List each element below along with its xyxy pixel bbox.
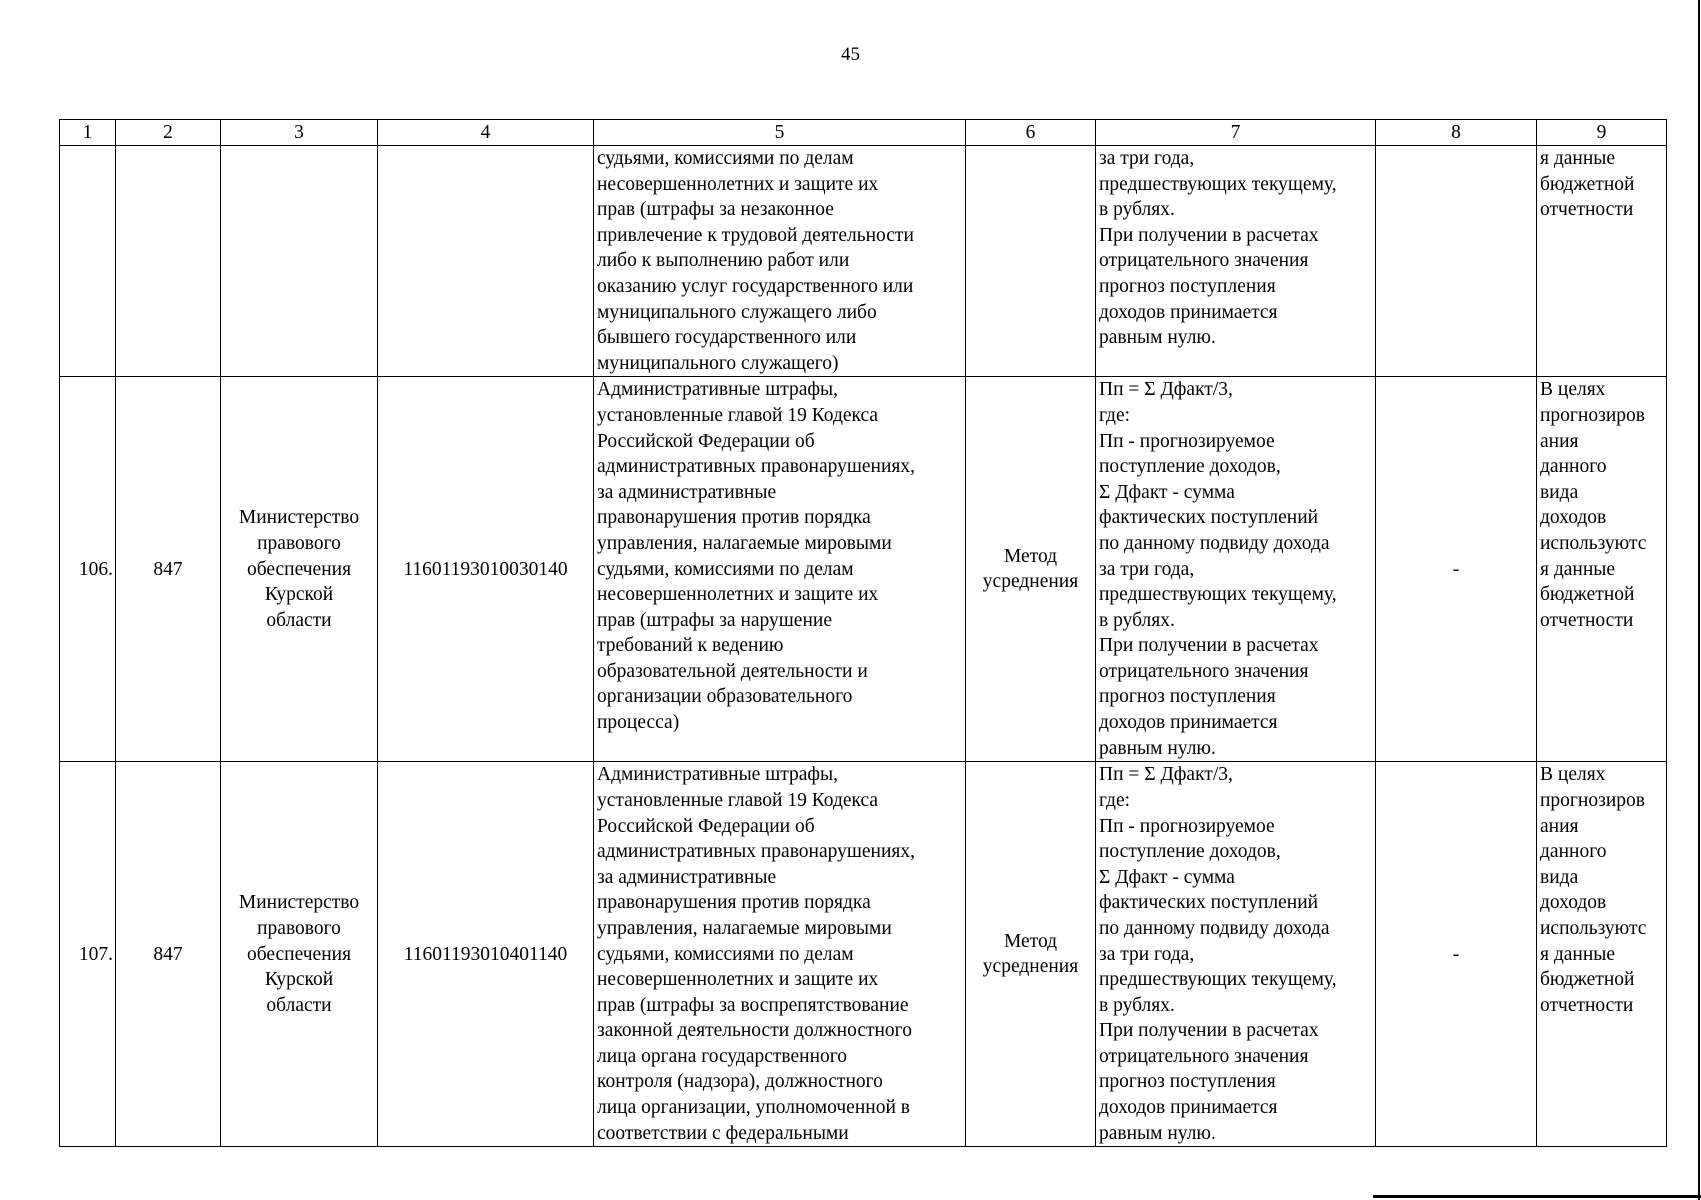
column-header: 5: [594, 120, 966, 146]
kbk-code-cell: 11601193010401140: [378, 762, 594, 1147]
income-description-cell: Административные штрафы, установленные главой 19 Кодекса Российской Федерации об административных правонарушениях, за административные правонарушения против порядка управления, налагаемые мировыми судьями, комиссиями по делам несовершеннолетних и защите их прав (штрафы за нарушение требований к ведению образовательной деятельности и организации образовательного процесса): [594, 377, 966, 762]
formula-cell: Пп = Σ Дфакт/3, где: Пп - прогнозируемое поступление доходов, Σ Дфакт - сумма фактических поступлений по данному подвиду дохода за три года, предшествующих текущему, в рублях. При получении в расчетах отрицательного значения прогноз поступления доходов принимается равным нулю.: [1096, 762, 1376, 1147]
formula-cell: за три года, предшествующих текущему, в рублях. При получении в расчетах отрицательного значения прогноз поступления доходов принимается равным нулю.: [1096, 146, 1376, 377]
income-description-cell: судьями, комиссиями по делам несовершеннолетних и защите их прав (штрафы за незаконное привлечение к трудовой деятельности либо к выполнению работ или оказанию услуг государственного или муниципального служащего либо бывшего государственного или муниципального служащего): [594, 146, 966, 377]
column-header: 8: [1376, 120, 1537, 146]
column-header: 1: [60, 120, 116, 146]
administrator-cell: [221, 146, 378, 377]
administrator-cell: Министерство правового обеспечения Курской области: [221, 762, 378, 1147]
kbk-code-cell: [378, 146, 594, 377]
admin-code-cell: 847: [116, 377, 221, 762]
data-source-cell: В целях прогнозиров ания данного вида доходов используютс я данные бюджетной отчетности: [1537, 377, 1667, 762]
table-row: [60, 377, 1667, 762]
method-cell: Метод усреднения: [966, 762, 1096, 1147]
column-header: 9: [1537, 120, 1667, 146]
row-number-cell: [60, 146, 116, 377]
table-row: [60, 762, 1667, 1147]
admin-code-cell: [116, 146, 221, 377]
data-source-cell: я данные бюджетной отчетности: [1537, 146, 1667, 377]
scan-edge-line: [1373, 1195, 1701, 1198]
column-8-cell: -: [1376, 762, 1537, 1147]
column-number-header-row: [60, 120, 1667, 146]
administrator-cell: Министерство правового обеспечения Курской области: [221, 377, 378, 762]
formula-cell: Пп = Σ Дфакт/3, где: Пп - прогнозируемое поступление доходов, Σ Дфакт - сумма фактических поступлений по данному подвиду дохода за три года, предшествующих текущему, в рублях. При получении в расчетах отрицательного значения прогноз поступления доходов принимается равным нулю.: [1096, 377, 1376, 762]
method-cell: Метод усреднения: [966, 377, 1096, 762]
column-8-cell: -: [1376, 377, 1537, 762]
income-description-cell: Административные штрафы, установленные главой 19 Кодекса Российской Федерации об административных правонарушениях, за административные правонарушения против порядка управления, налагаемые мировыми судьями, комиссиями по делам несовершеннолетних и защите их прав (штрафы за воспрепятствование законной деятельности должностного лица органа государственного контроля (надзора), должностного лица организации, уполномоченной в соответствии с федеральными: [594, 762, 966, 1147]
table-row: [60, 146, 1667, 377]
row-number-cell: 106.: [60, 377, 116, 762]
method-cell: [966, 146, 1096, 377]
column-header: 6: [966, 120, 1096, 146]
page-number: 45: [841, 44, 860, 65]
column-header: 7: [1096, 120, 1376, 146]
column-header: 4: [378, 120, 594, 146]
kbk-code-cell: 11601193010030140: [378, 377, 594, 762]
admin-code-cell: 847: [116, 762, 221, 1147]
data-source-cell: В целях прогнозиров ания данного вида доходов используютс я данные бюджетной отчетности: [1537, 762, 1667, 1147]
column-header: 3: [221, 120, 378, 146]
row-number-cell: 107.: [60, 762, 116, 1147]
income-forecast-table: [59, 119, 1667, 1147]
column-8-cell: [1376, 146, 1537, 377]
column-header: 2: [116, 120, 221, 146]
scan-edge-line: [1698, 0, 1700, 1200]
